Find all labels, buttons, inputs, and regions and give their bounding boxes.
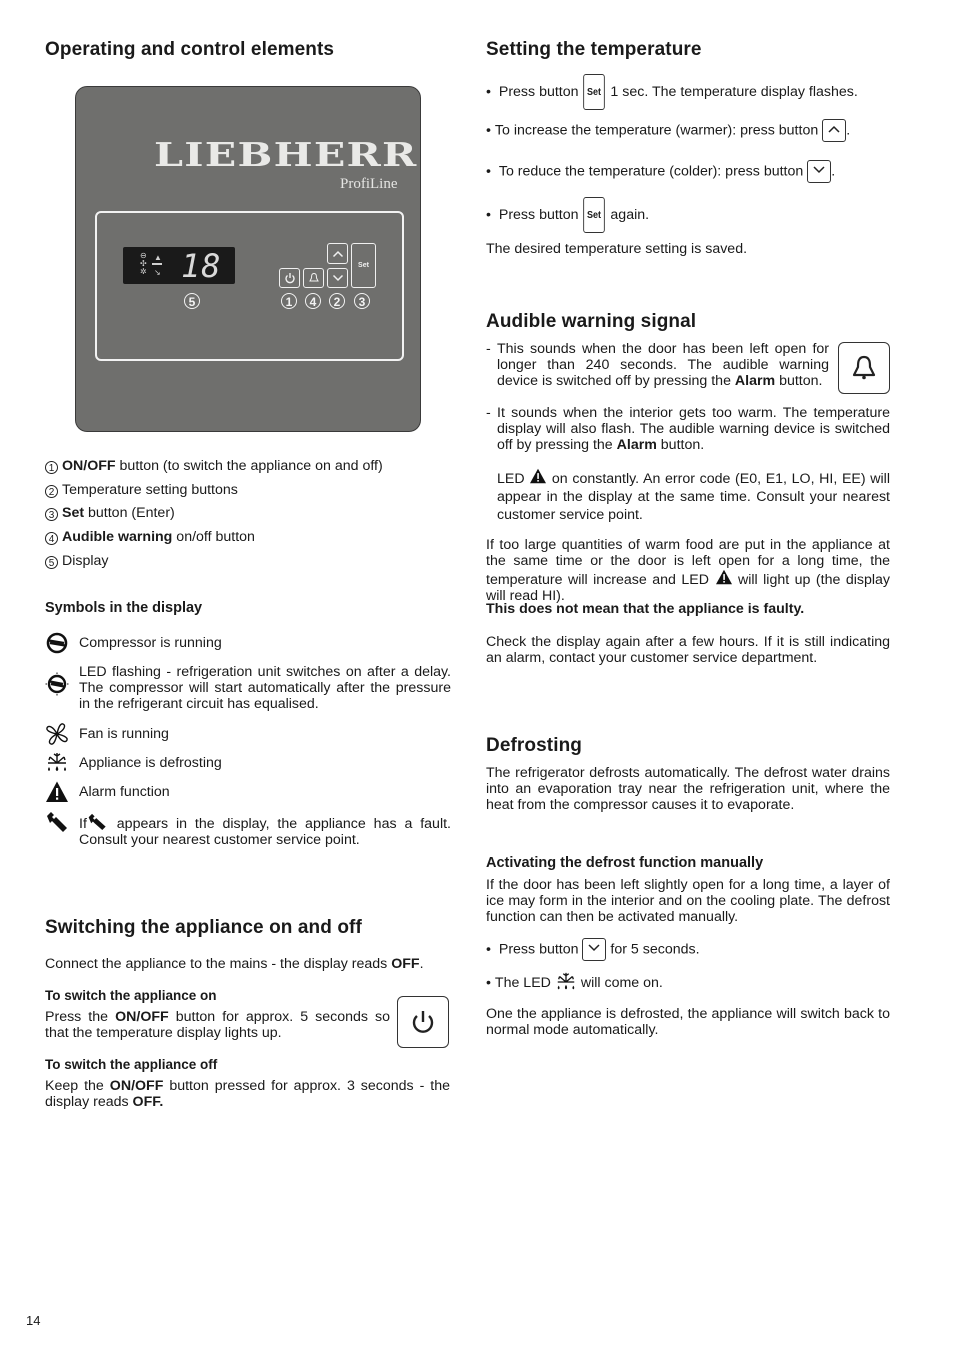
legend-bold: ON/OFF	[62, 458, 116, 474]
off-pre: Keep the	[45, 1078, 110, 1094]
dash: -	[486, 405, 491, 421]
set-button-icon: Set	[584, 197, 606, 233]
switch-on-heading: To switch the appliance on	[45, 988, 217, 1003]
power-icon	[284, 272, 296, 284]
compressor-icon	[45, 631, 69, 655]
off-mid: button pressed for approx. 3 seconds - the display reads	[45, 1078, 450, 1110]
bell-icon	[308, 272, 320, 284]
callout-alarm: 4	[305, 293, 321, 309]
defrosting-heading: Defrosting	[486, 735, 582, 756]
brand-logo: LIEBHERR	[154, 135, 418, 174]
step-text: To increase the temperature (warmer): press button	[494, 122, 819, 139]
intro-text: Connect the appliance to the mains - the display reads	[45, 956, 392, 972]
warm-pre: If too large quantities of warm food are put in the appliance at the same time or the door is left open for a long time, the temperature will increase and LED	[486, 537, 890, 588]
warm-food-text	[486, 537, 890, 604]
legend-text: Display	[62, 553, 109, 569]
onoff-button-illustration	[397, 996, 449, 1048]
display-compressor-icon: ⊖	[140, 251, 147, 260]
symbol-text: Alarm function	[79, 784, 170, 800]
wrench-text-after: appears in the display, the appliance has a fault. Consult your nearest customer service point.	[79, 816, 451, 848]
bullet: •	[486, 83, 499, 100]
step-text: for 5 seconds.	[610, 941, 700, 958]
legend-item	[45, 505, 175, 521]
fan-icon	[45, 722, 69, 746]
legend-item	[45, 553, 109, 569]
switching-heading: Switching the appliance on and off	[45, 917, 362, 938]
legend-bold: Set	[62, 505, 85, 521]
alarm-button-illustration	[838, 342, 890, 394]
legend-text: button (to switch the appliance on and off)	[115, 458, 383, 474]
temperature-heading: Setting the temperature	[486, 39, 702, 60]
callout-display: 5	[184, 293, 200, 309]
led-pre: LED	[497, 471, 525, 487]
legend-number: 4	[45, 532, 58, 545]
legend-text: Temperature setting buttons	[62, 482, 238, 498]
alarm-triangle-icon	[45, 780, 69, 804]
legend-item	[45, 529, 255, 545]
step-text: 1 sec. The temperature display flashes.	[610, 83, 858, 100]
temp-step-1	[486, 74, 858, 110]
control-frame	[95, 211, 404, 361]
symbol-text: Fan is running	[79, 726, 169, 742]
page-number: 14	[26, 1313, 41, 1328]
panel-onoff-button[interactable]	[279, 268, 300, 288]
bullet: •	[486, 122, 495, 139]
display-alarm-icon: ▲	[154, 253, 162, 262]
chevron-down-icon	[332, 273, 344, 283]
bullet: •	[486, 163, 499, 180]
bell-icon	[849, 353, 879, 383]
down-button-icon	[807, 160, 831, 183]
operating-controls-heading: Operating and control elements	[45, 39, 335, 60]
symbol-text: LED flashing - refrigeration unit switches on after a delay. The compressor will start automatically after the pressure in the refrigerant circuit has equalised.	[79, 664, 451, 712]
intro-bold: OFF	[391, 956, 420, 972]
display-wrench-icon: ↘	[154, 268, 161, 277]
bullet: •	[486, 206, 499, 223]
temperature-display	[123, 247, 235, 284]
not-faulty-text: This does not mean that the appliance is faulty.	[486, 601, 805, 617]
display-dash	[152, 263, 162, 265]
step-text: will come on.	[580, 975, 663, 991]
series-label: ProfiLine	[340, 176, 398, 192]
switch-on-text	[45, 1009, 390, 1041]
display-digits: 18	[181, 247, 222, 285]
temp-step-4	[486, 197, 649, 233]
on-bold: ON/OFF	[115, 1009, 169, 1025]
step-text: The LED	[494, 975, 551, 991]
panel-up-button[interactable]	[327, 243, 348, 264]
manual-defrost-heading: Activating the defrost function manually	[486, 855, 764, 871]
switch-off-text	[45, 1078, 450, 1110]
step-text: Press button	[498, 83, 579, 100]
temp-saved-text: The desired temperature setting is saved.	[486, 241, 748, 257]
alarm-triangle-icon	[529, 468, 547, 484]
legend-item	[45, 458, 383, 474]
temp-step-2	[486, 119, 850, 142]
symbols-heading: Symbols in the display	[45, 600, 203, 616]
dash: -	[486, 341, 491, 357]
intro-end: .	[419, 956, 424, 972]
legend-number: 5	[45, 556, 58, 569]
legend-text: on/off button	[172, 529, 255, 545]
compressor-flashing-icon	[45, 672, 69, 696]
legend-text: button (Enter)	[84, 505, 175, 521]
p1-bold: Alarm	[734, 373, 776, 389]
inline-wrench-icon	[87, 813, 109, 830]
alarm-triangle-icon	[715, 569, 733, 585]
wrench-text-before: If	[79, 816, 87, 832]
callout-temp: 2	[329, 293, 345, 309]
switching-intro	[45, 956, 424, 972]
panel-set-button[interactable]: Set	[351, 243, 376, 288]
chevron-down-icon	[812, 165, 826, 175]
set-button-icon: Set	[584, 74, 606, 110]
led-post: on constantly. An error code (E0, E1, LO, HI, EE) will appear in the display at the same time. Consult your nearest customer service point.	[497, 471, 890, 523]
legend-number: 1	[45, 461, 58, 474]
defrost-icon	[45, 751, 69, 775]
step-text: .	[831, 163, 836, 180]
temp-step-3	[486, 160, 835, 183]
defrost-step-2	[486, 971, 663, 993]
chevron-down-icon	[587, 943, 601, 953]
up-button-icon	[822, 119, 846, 142]
display-fan-icon: ✣	[140, 259, 147, 268]
on-pre: Press the	[45, 1009, 116, 1025]
p2-bold: Alarm	[616, 437, 657, 453]
defrost-intro: The refrigerator defrosts automatically. The defrost water drains into an evaporation tray near the refrigeration unit, where the heat from the compressor causes it to evaporate.	[486, 765, 890, 813]
chevron-up-icon	[332, 249, 344, 259]
on-post: button for approx. 5 seconds so that the temperature display lights up.	[45, 1009, 391, 1041]
manual-defrost-text: If the door has been left slightly open for a long time, a layer of ice may form in the interior and on the cooling plate. The defrost function can then be activated manually.	[486, 877, 890, 925]
step-text: Press button	[498, 941, 579, 958]
symbol-text	[79, 813, 451, 848]
control-panel-illustration	[75, 86, 421, 432]
step-text: again.	[610, 206, 650, 223]
display-defrost-icon: ✲	[140, 267, 147, 276]
step-text: Press button	[498, 206, 579, 223]
symbol-text: Compressor is running	[79, 635, 222, 651]
switch-off-heading: To switch the appliance off	[45, 1057, 218, 1072]
audible-p2	[497, 405, 890, 453]
p2-pre: It sounds when the interior gets too warm. The temperature display will also flash. The audible warning device is switched off by pressing the	[497, 405, 890, 453]
chevron-up-icon	[827, 124, 841, 134]
off-bold2: OFF.	[132, 1094, 164, 1110]
bullet: •	[486, 975, 495, 991]
p1-post: button.	[775, 373, 823, 389]
defrost-step-1	[486, 938, 700, 961]
check-display-text: Check the display again after a few hours. If it is still indicating an alarm, contact your customer service department.	[486, 634, 890, 666]
defrost-outro: One the appliance is defrosted, the appliance will switch back to normal mode automatically.	[486, 1006, 890, 1038]
audible-heading: Audible warning signal	[486, 311, 697, 332]
off-bold: ON/OFF	[109, 1078, 164, 1094]
defrost-icon	[555, 971, 577, 993]
wrench-icon	[45, 810, 69, 834]
warm-post: will light up (the display will read HI).	[486, 572, 891, 604]
panel-alarm-button[interactable]	[303, 268, 324, 288]
down-button-icon	[582, 938, 606, 961]
bullet: •	[486, 941, 499, 958]
symbol-text: Appliance is defrosting	[79, 755, 222, 771]
p1-pre: This sounds when the door has been left open for longer than 240 seconds. The audible warning device is switched off by pressing the	[497, 341, 829, 389]
symbols-list	[45, 630, 451, 860]
audible-p1	[497, 341, 829, 389]
legend-item	[45, 482, 238, 498]
legend-bold: Audible warning	[62, 529, 173, 545]
step-text: To reduce the temperature (colder): press button	[498, 163, 804, 180]
audible-led-text	[497, 468, 890, 524]
legend-number: 2	[45, 485, 58, 498]
step-text: .	[846, 122, 851, 139]
p2-post: button.	[656, 437, 705, 453]
legend-number: 3	[45, 508, 58, 521]
power-icon	[409, 1008, 437, 1036]
callout-set: 3	[354, 293, 370, 309]
callout-onoff: 1	[281, 293, 297, 309]
panel-down-button[interactable]	[327, 268, 348, 288]
